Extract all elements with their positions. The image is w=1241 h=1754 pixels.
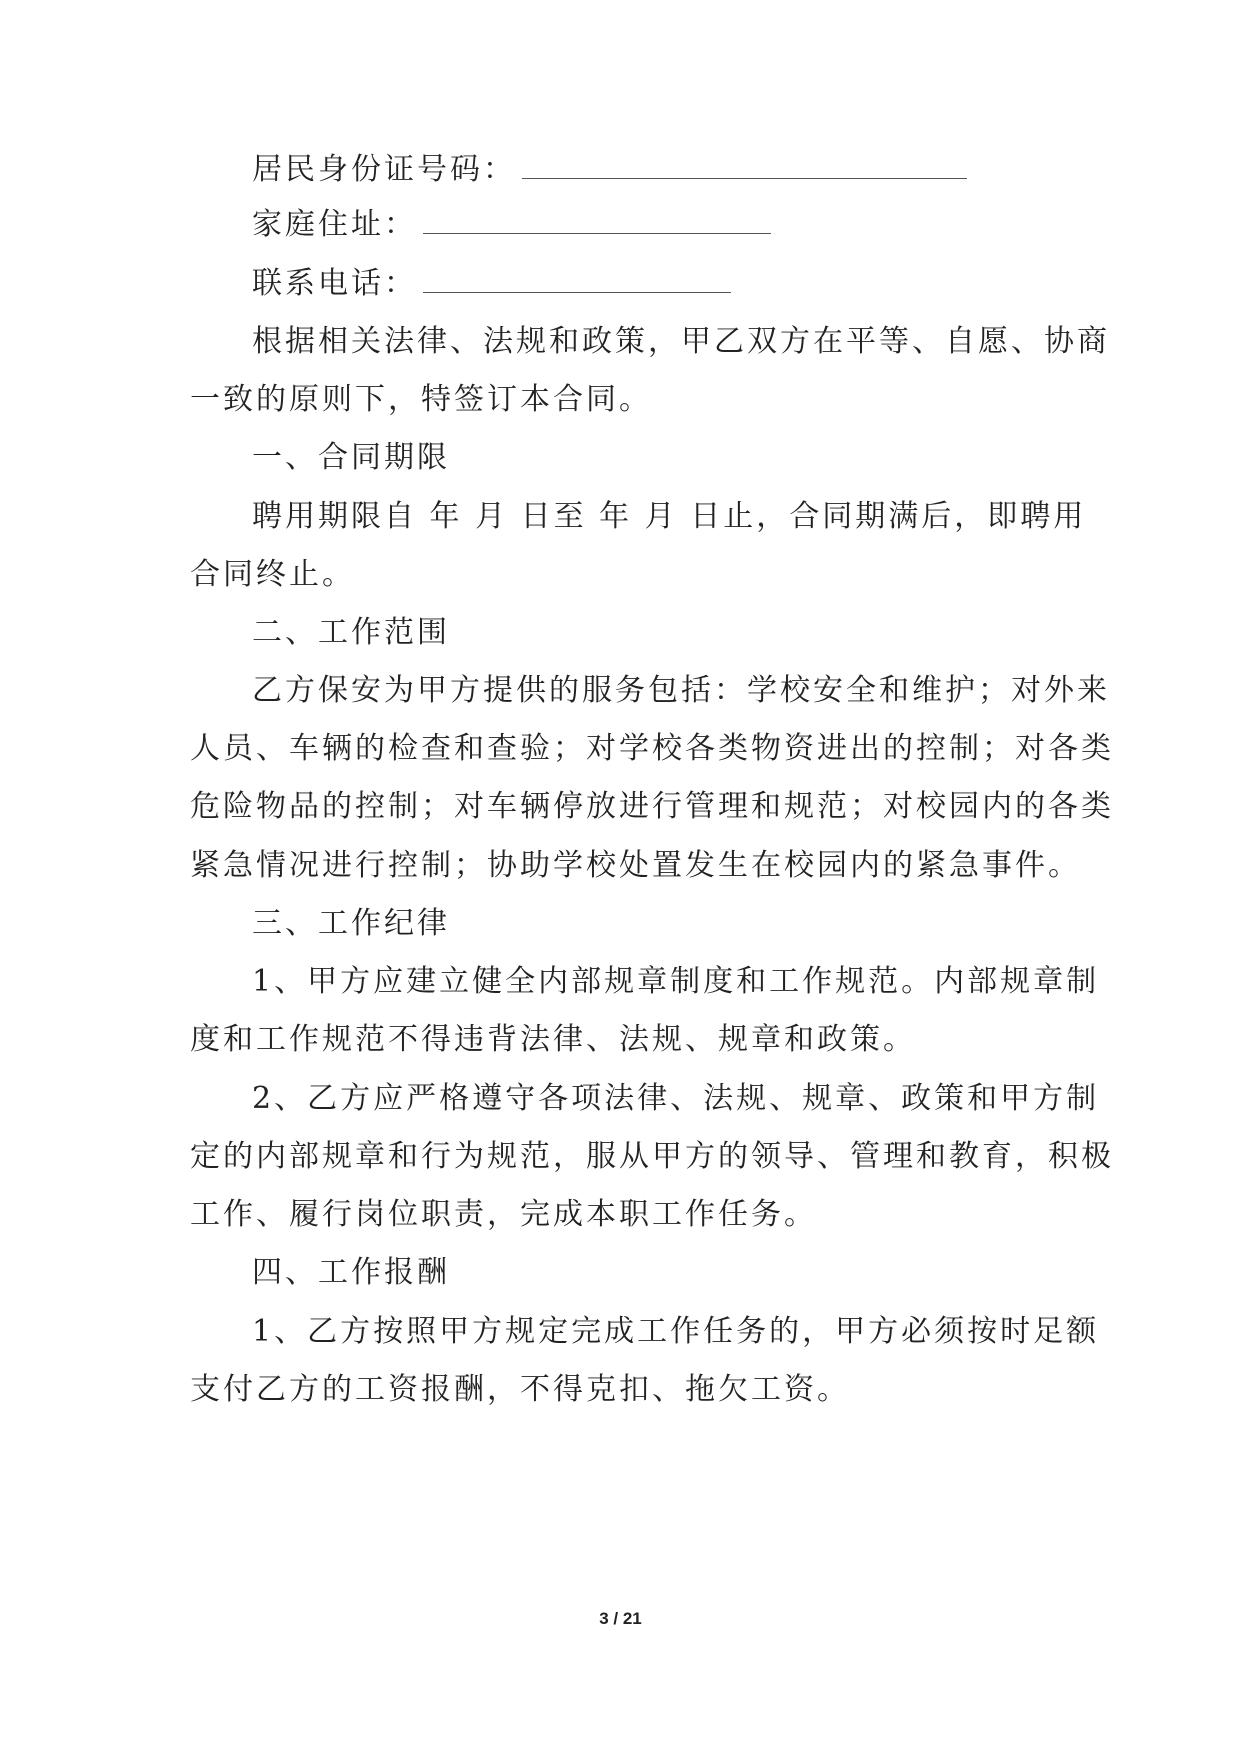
text-line: 合同终止。 (190, 557, 355, 592)
text-line: 工作、履行岗位职责，完成本职工作任务。 (190, 1197, 817, 1232)
section-heading: 四、工作报酬 (252, 1255, 450, 1290)
id-number-label: 居民身份证号码： (252, 152, 516, 187)
phone-field (252, 264, 1060, 304)
text-line: 度和工作规范不得违背法律、法规、规章和政策。 (190, 1022, 916, 1057)
home-address-label: 家庭住址： (252, 207, 417, 242)
home-address-field (252, 205, 1060, 245)
text-line: 乙方保安为甲方提供的服务包括：学校安全和维护；对外来 (252, 673, 1110, 708)
home-address-blank (423, 209, 771, 234)
text-line: 人员、车辆的检查和查验；对学校各类物资进出的控制；对各类 (190, 731, 1114, 766)
text-line: 聘用期限自 年 月 日至 年 月 日止，合同期满后，即聘用 (252, 499, 1087, 534)
page-number: 3 / 21 (599, 1609, 642, 1628)
text-line: 紧急情况进行控制；协助学校处置发生在校园内的紧急事件。 (190, 848, 1081, 883)
text-line: 危险物品的控制；对车辆停放进行管理和规范；对校园内的各类 (190, 789, 1114, 824)
section-heading: 三、工作纪律 (252, 906, 450, 941)
id-number-field (252, 150, 1060, 190)
id-number-blank (522, 154, 967, 179)
text-line: 1、甲方应建立健全内部规章制度和工作规范。内部规章制 (252, 964, 1100, 999)
text-line: 根据相关法律、法规和政策，甲乙双方在平等、自愿、协商 (252, 324, 1110, 359)
section-heading: 一、合同期限 (252, 440, 450, 475)
phone-label: 联系电话： (252, 266, 417, 301)
text-line: 支付乙方的工资报酬，不得克扣、拖欠工资。 (190, 1372, 850, 1407)
section-heading: 二、工作范围 (252, 615, 450, 650)
text-line: 1、乙方按照甲方规定完成工作任务的，甲方必须按时足额 (252, 1314, 1100, 1349)
phone-blank (423, 268, 731, 293)
text-line: 定的内部规章和行为规范，服从甲方的领导、管理和教育，积极 (190, 1139, 1114, 1174)
text-line: 一致的原则下，特签订本合同。 (190, 382, 652, 417)
text-line: 2、乙方应严格遵守各项法律、法规、规章、政策和甲方制 (252, 1081, 1100, 1116)
